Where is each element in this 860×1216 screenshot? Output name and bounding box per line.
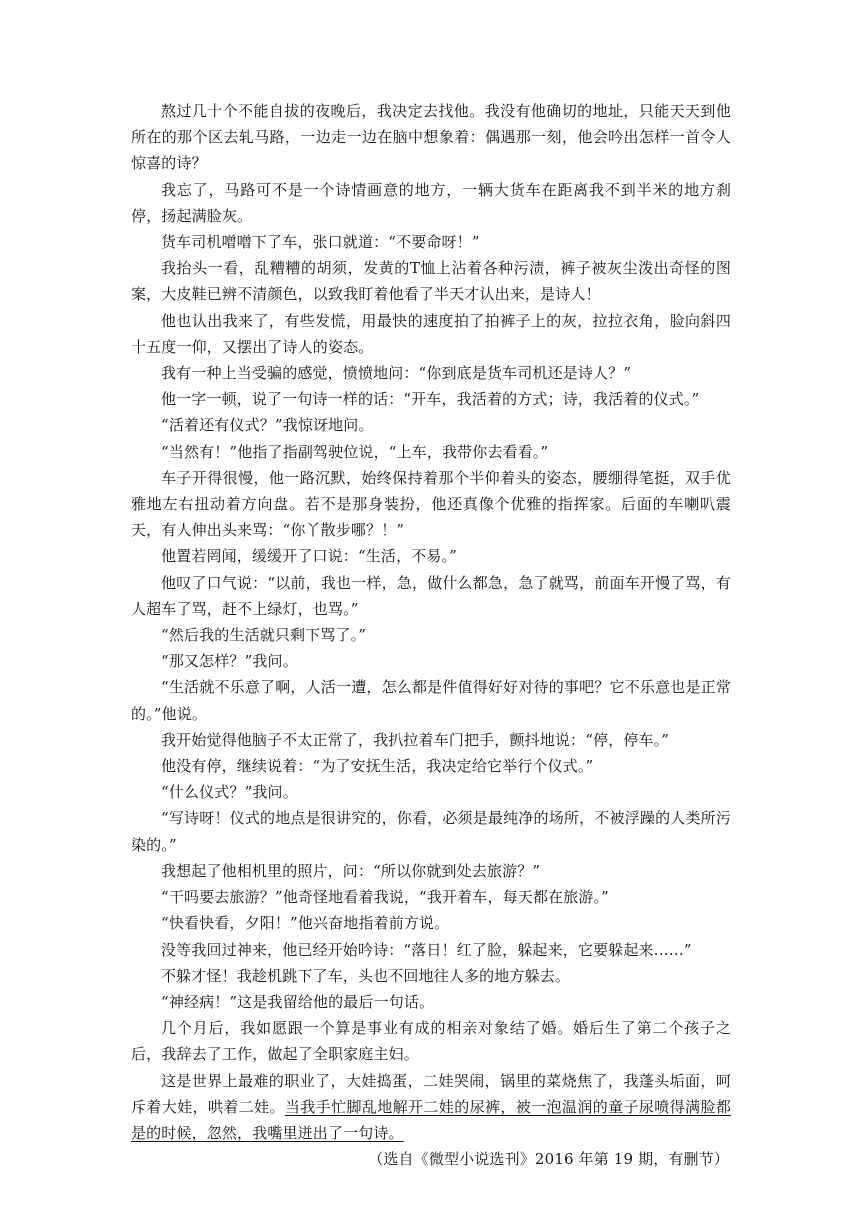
paragraph-2: 我忘了，马路可不是一个诗情画意的地方，一辆大货车在距离我不到半米的地方刹停，扬起满脸灰。 [131,180,731,225]
paragraph-19: “写诗呀！仪式的地点是很讲究的，你看，必须是最纯净的场所，不被浮躁的人类所污染的。” [131,809,731,854]
paragraph-26: 几个月后，我如愿跟一个算是事业有成的相亲对象结了婚。婚后生了第二个孩子之后，我辞去了工作，做起了全职家庭主妇。 [131,1019,731,1064]
paragraph-3: 货车司机噌噌下了车，张口就道：“不要命呀！” [161,233,480,252]
paragraph-24: 不躲才怪！我趁机跳下了车，头也不回地往人多的地方躲去。 [161,966,571,985]
paragraph-25: “神经病！”这是我留给他的最后一句话。 [161,992,435,1011]
paragraph-final [131,1068,731,1147]
paragraph-9: “当然有！”他指了指副驾驶位说，“上车，我带你去看看。” [161,442,549,461]
paragraph-20: 我想起了他相机里的照片，问：“所以你就到处去旅游？” [161,861,541,880]
paragraph-21: “干吗要去旅游？”他奇怪地看着我说，“我开着车，每天都在旅游。” [161,888,609,907]
paragraph-13: “然后我的生活就只剩下骂了。” [161,626,367,645]
final-plain-text: 这是世界上最难的职业了，大娃捣蛋，二娃哭闹，锅里的菜烧焦了，我蓬头垢面，呵斥着大娃，哄着二娃。 [131,1071,731,1116]
paragraph-14: “那又怎样？”我问。 [161,652,298,671]
paragraph-6: 我有一种上当受骗的感觉，愤愤地问：“你到底是货车司机还是诗人？” [161,364,632,383]
paragraph-22: “快看快看，夕阳！”他兴奋地指着前方说。 [161,914,450,933]
paragraph-10: 车子开得很慢，他一路沉默，始终保持着那个半仰着头的姿态，腰绷得笔挺，双手优雅地左右扭动着方向盘。若不是那身装扮，他还真像个优雅的指挥家。后面的车喇叭震天，有人伸出头来骂：“你丫散步哪？！” [131,468,731,540]
underlined-sentence: 当我手忙脚乱地解开二娃的尿裤，被一泡温润的童子尿喷得满脸都是的时候，忽然，我嘴里迸出了一句诗。 [131,1097,731,1142]
paragraph-1: 熬过几十个不能自拔的夜晚后，我决定去找他。我没有他确切的地址，只能天天到他所在的那个区去轧马路，一边走一边在脑中想象着：偶遇那一刻，他会吟出怎样一首令人惊喜的诗？ [131,102,731,173]
paragraph-16: 我开始觉得他脑子不太正常了，我扒拉着车门把手，颤抖地说：“停，停车。” [161,730,670,749]
paragraph-8: “活着还有仪式？”我惊讶地问。 [161,416,374,435]
story-body [131,98,731,1172]
paragraph-7: 他一字一顿，说了一句诗一样的话：“开车，我活着的方式；诗，我活着的仪式。” [161,390,700,409]
paragraph-12: 他叹了口气说：“以前，我也一样，急，做什么都急，急了就骂，前面车开慢了骂，有人超车了骂，赶不上绿灯，也骂。” [131,573,731,618]
paragraph-5: 他也认出我来了，有些发慌，用最快的速度拍了拍裤子上的灰，拉拉衣角，脸向斜四十五度一仰，又摆出了诗人的姿态。 [131,311,731,356]
paragraph-17: 他没有停，继续说着：“为了安抚生活，我决定给它举行个仪式。” [161,757,594,776]
paragraph-11: 他置若罔闻，缓缓开了口说：“生活，不易。” [161,547,457,566]
paragraph-23: 没等我回过神来，他已经开始吟诗：“落日！红了脸，躲起来，它要躲起来……” [161,940,692,959]
paragraph-15: “生活就不乐意了啊，人活一遭，怎么都是件值得好好对待的事吧？它不乐意也是正常的。”他说。 [131,678,731,723]
paragraph-4: 我抬头一看，乱糟糟的胡须，发黄的T恤上沾着各种污渍，裤子被灰尘泼出奇怪的图案，大皮鞋已辨不清颜色，以致我盯着他看了半天才认出来，是诗人！ [131,259,731,304]
source-citation: （选自《微型小说选刊》2016 年第 19 期，有删节） [368,1150,729,1169]
paragraph-18: “什么仪式？”我问。 [161,783,298,802]
